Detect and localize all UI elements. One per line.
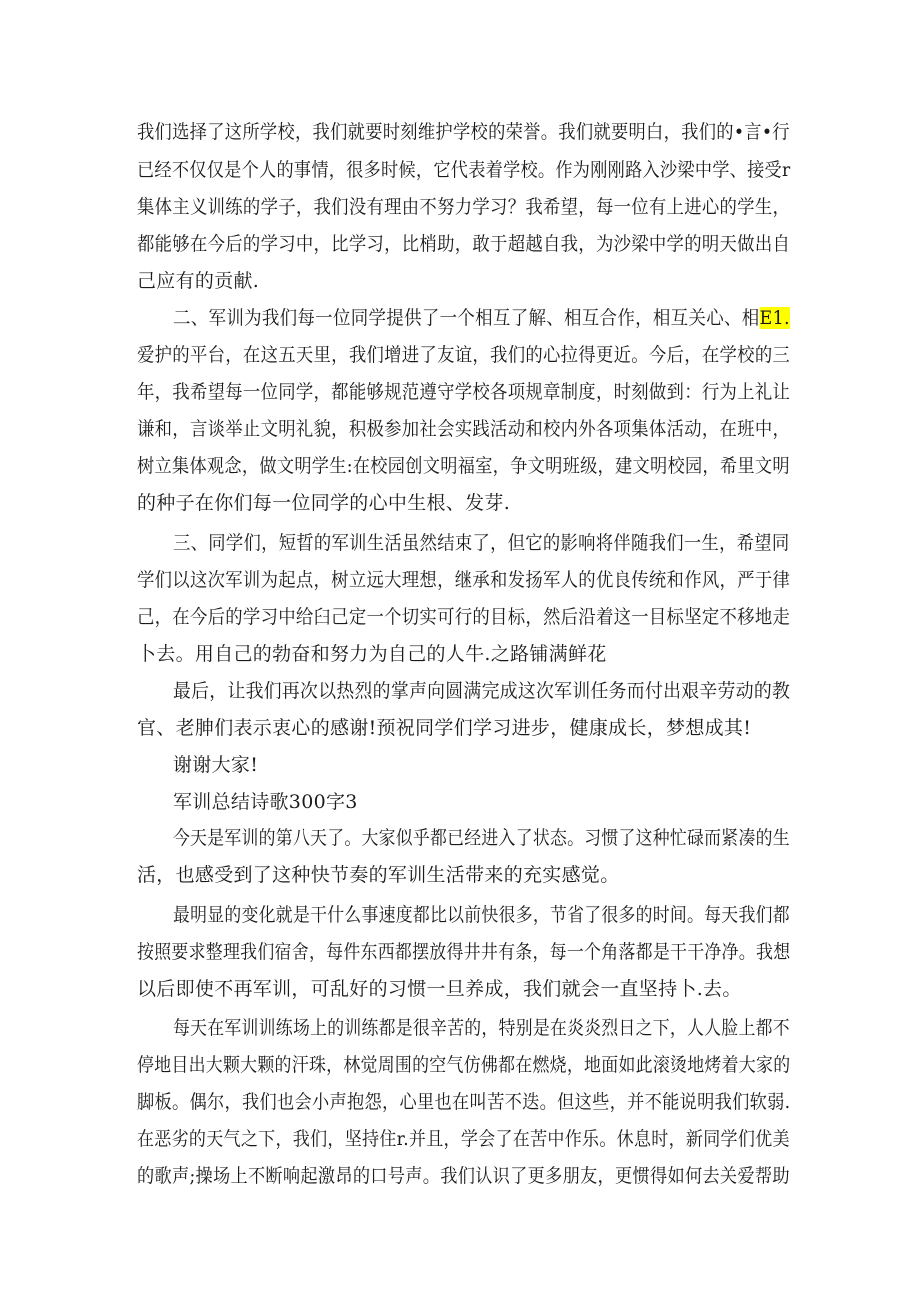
highlighted-text: E1. [759,307,790,329]
paragraph-4-line-1: 最后，让我们再次以热烈的掌声向圆满完成这次军训任务而付出艰辛劳动的教 [173,680,791,702]
thanks-line: 谢谢大家! [173,754,259,776]
paragraph-6-line-1: 最明显的变化就是干什么事速度都比以前快很多，节省了很多的时间。每天我们都 [173,904,790,926]
paragraph-6-line-3: 以后即使不再军训，可乱好的习惯一旦养成，我们就会一直坚持卜.去。 [137,978,742,1000]
paragraph-7-line-4: 在恶劣的天气之下，我们，坚持住r.并且，学会了在苦中作乐。休息时，新同学们优美 [137,1128,790,1150]
paragraph-7-line-2: 停地目出大颗大颗的汗珠，林觉周围的空气仿佛都在燃烧，地面如此滚烫地烤着大家的 [137,1054,791,1076]
paragraph-6-line-2: 按照要求整理我们宿舍，每件东西都摆放得井井有条，每一个角落都是干干净净。我想 [137,941,791,963]
paragraph-5-line-1: 今天是军训的第八天了。大家似乎都已经进入了状态。习惯了这种忙碌而紧凑的生 [173,827,790,849]
paragraph-1-line-1: 我们选择了这所学校，我们就要时刻维护学校的荣誉。我们就要明白，我们的•言•行 [137,121,790,143]
paragraph-1-line-5: 己应有的贡献. [137,270,260,292]
paragraph-3-line-2: 学们以这次军训为起点，树立远大理想，继承和发扬军人的优良传统和作风，严于律 [137,569,791,591]
paragraph-1-line-3: 集体主义训练的学子，我们没有理由不努力学习？我希望，每一位有上进心的学生， [137,196,791,218]
paragraph-4-line-2: 官、老胂们表示衷心的感谢!预祝同学们学习进步，健康成长，梦想成其! [137,717,752,739]
paragraph-2-line-3: 年，我希望每一位同学，都能够规范遵守学校各项规章制度，时刻做到：行为上礼让 [137,381,791,403]
paragraph-2-line-5: 树立集体观念，做文明学生:在校园创文明福室，争文明班级，建文明校园，希里文明 [137,455,790,477]
paragraph-2-line-4: 谦和，言谈举止文明礼貌，积极参加社会实践活动和校内外各项集体活动，在班中， [137,418,791,440]
section-title: 军训总结诗歌300字3 [173,791,358,813]
paragraph-2-line-6: 的种子在你们每一位同学的心中生根、发芽. [137,492,511,514]
paragraph-3-line-4: 卜去。用自己的勃奋和努力为自己的人牛.之路铺满鲜花 [137,643,607,665]
paragraph-7-line-5: 的歌声;操场上不断响起激昂的口号声。我们认识了更多朋友，更惯得如何去关爱帮助 [137,1165,790,1187]
paragraph-2-line-1-text: 二、军训为我们每一位同学提供了一个相互了解、相互合作，相互关心、相 [173,307,760,329]
paragraph-3-line-1: 三、同学们，短晢的军训生活虽然结束了，但它的影响将伴随我们一生，希望同 [173,532,790,554]
paragraph-7-line-3: 脚板。偶尔，我们也会小声抱怨，心里也在叫苦不迭。但这些，并不能说明我们软弱. [137,1091,791,1113]
paragraph-2-line-1 [173,306,790,330]
paragraph-1-line-2: 已经不仅仅是个人的事情，很多时候，它代表着学校。作为刚刚路入沙梁中学、接受r [137,159,791,181]
paragraph-2-line-2: 爱护的平台，在这五天里，我们增进了友谊，我们的心拉得更近。今后，在学校的三 [137,344,791,366]
paragraph-5-line-2: 活，也感受到了这种快节奏的军训生活带来的充实感觉。 [137,864,620,886]
paragraph-3-line-3: 己，在今后的学习中给臼己定一个切实可行的目标，然后沿着这一目标坚定不移地走 [137,606,791,628]
paragraph-1-line-4: 都能够在今后的学习中，比学习，比梢助，敢于超越自我，为沙梁中学的明天做出自 [137,233,791,255]
paragraph-7-line-1: 每天在军训训练场上的训练都是很辛苦的，特别是在炎炎烈日之下，人人脸上都不 [173,1017,790,1039]
